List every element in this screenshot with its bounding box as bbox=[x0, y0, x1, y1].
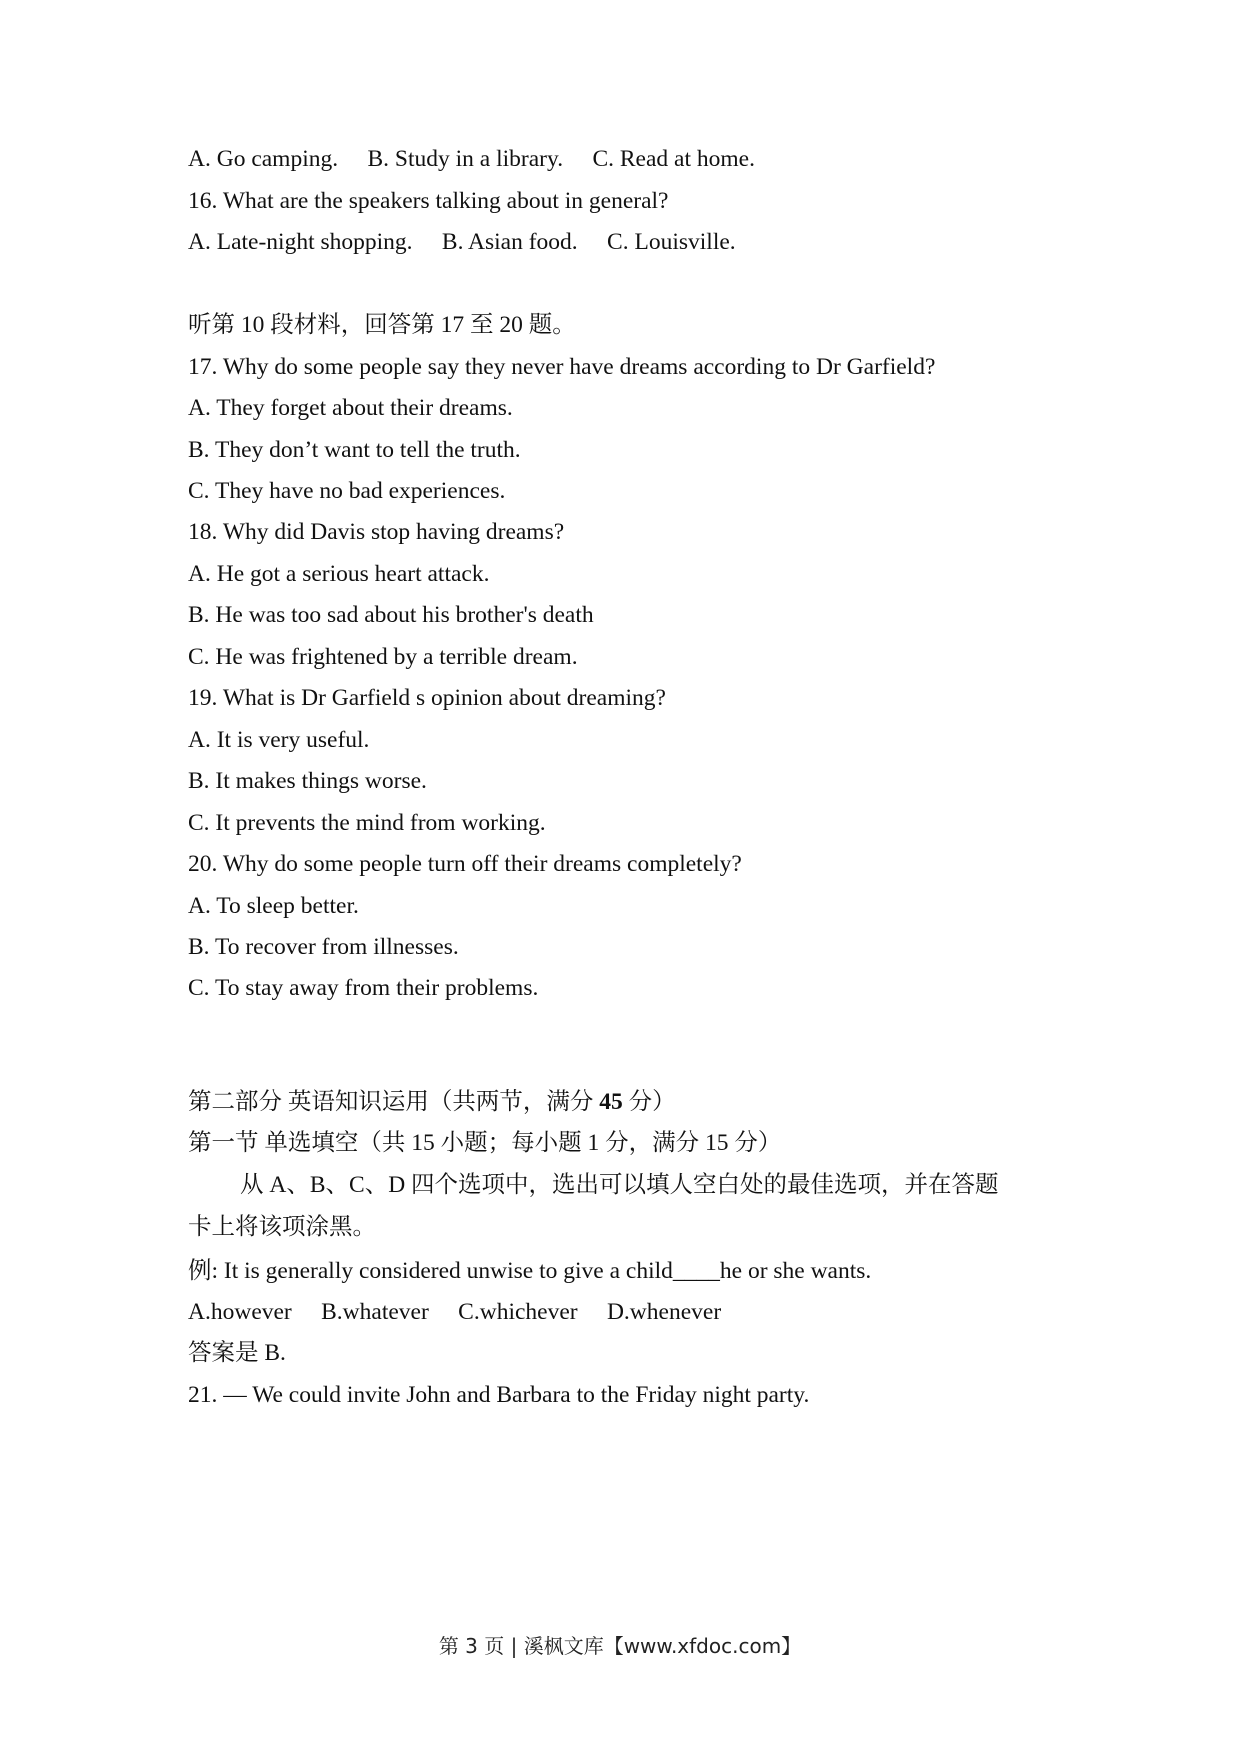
q17-option-b: B. They don’t want to tell the truth. bbox=[188, 437, 521, 463]
q17-option-a: A. They forget about their dreams. bbox=[188, 395, 513, 421]
q16-question: 16. What are the speakers talking about in general? bbox=[188, 188, 669, 214]
q18-option-b: B. He was too sad about his brother's death bbox=[188, 602, 594, 628]
q19-option-c: C. It prevents the mind from working. bbox=[188, 810, 546, 836]
q18-option-c: C. He was frightened by a terrible dream. bbox=[188, 644, 578, 670]
q17-question: 17. Why do some people say they never have dreams according to Dr Garfield? bbox=[188, 354, 936, 380]
part2-heading-suffix: 分） bbox=[622, 1089, 676, 1115]
q19-option-a: A. It is very useful. bbox=[188, 727, 370, 753]
section1-heading: 第一节 单选填空（共 15 小题；每小题 1 分，满分 15 分） bbox=[188, 1130, 782, 1156]
q15-options: A. Go camping. B. Study in a library. C. Read at home. bbox=[188, 146, 755, 172]
q19-question: 19. What is Dr Garfield s opinion about dreaming? bbox=[188, 685, 666, 711]
example-options: A.however B.whatever C.whichever D.whenever bbox=[188, 1299, 722, 1325]
part2-heading-prefix: 第二部分 英语知识运用（共两节，满分 bbox=[188, 1089, 600, 1115]
q17-option-c: C. They have no bad experiences. bbox=[188, 478, 506, 504]
instruction-line-1: 从 A、B、C、D 四个选项中，选出可以填人空白处的最佳选项，并在答题 bbox=[240, 1172, 999, 1198]
q18-question: 18. Why did Davis stop having dreams? bbox=[188, 519, 565, 545]
example-question: 例: It is generally considered unwise to give a child____he or she wants. bbox=[188, 1258, 872, 1284]
example-answer: 答案是 B. bbox=[188, 1340, 286, 1366]
q21-question: 21. — We could invite John and Barbara to the Friday night party. bbox=[188, 1382, 810, 1408]
section-instruction: 听第 10 段材料，回答第 17 至 20 题。 bbox=[188, 312, 576, 338]
q20-option-a: A. To sleep better. bbox=[188, 893, 359, 919]
q19-option-b: B. It makes things worse. bbox=[188, 768, 427, 794]
q20-question: 20. Why do some people turn off their dreams completely? bbox=[188, 851, 742, 877]
q18-option-a: A. He got a serious heart attack. bbox=[188, 561, 490, 587]
page-footer: 第 3 页 | 溪枫文库【www.xfdoc.com】 bbox=[438, 1634, 802, 1658]
q16-options: A. Late-night shopping. B. Asian food. C. Louisville. bbox=[188, 229, 736, 255]
part2-heading bbox=[188, 1087, 676, 1117]
part2-heading-score: 45 bbox=[599, 1089, 623, 1115]
instruction-line-2: 卡上将该项涂黑。 bbox=[188, 1214, 376, 1240]
q20-option-b: B. To recover from illnesses. bbox=[188, 934, 459, 960]
q20-option-c: C. To stay away from their problems. bbox=[188, 975, 539, 1001]
